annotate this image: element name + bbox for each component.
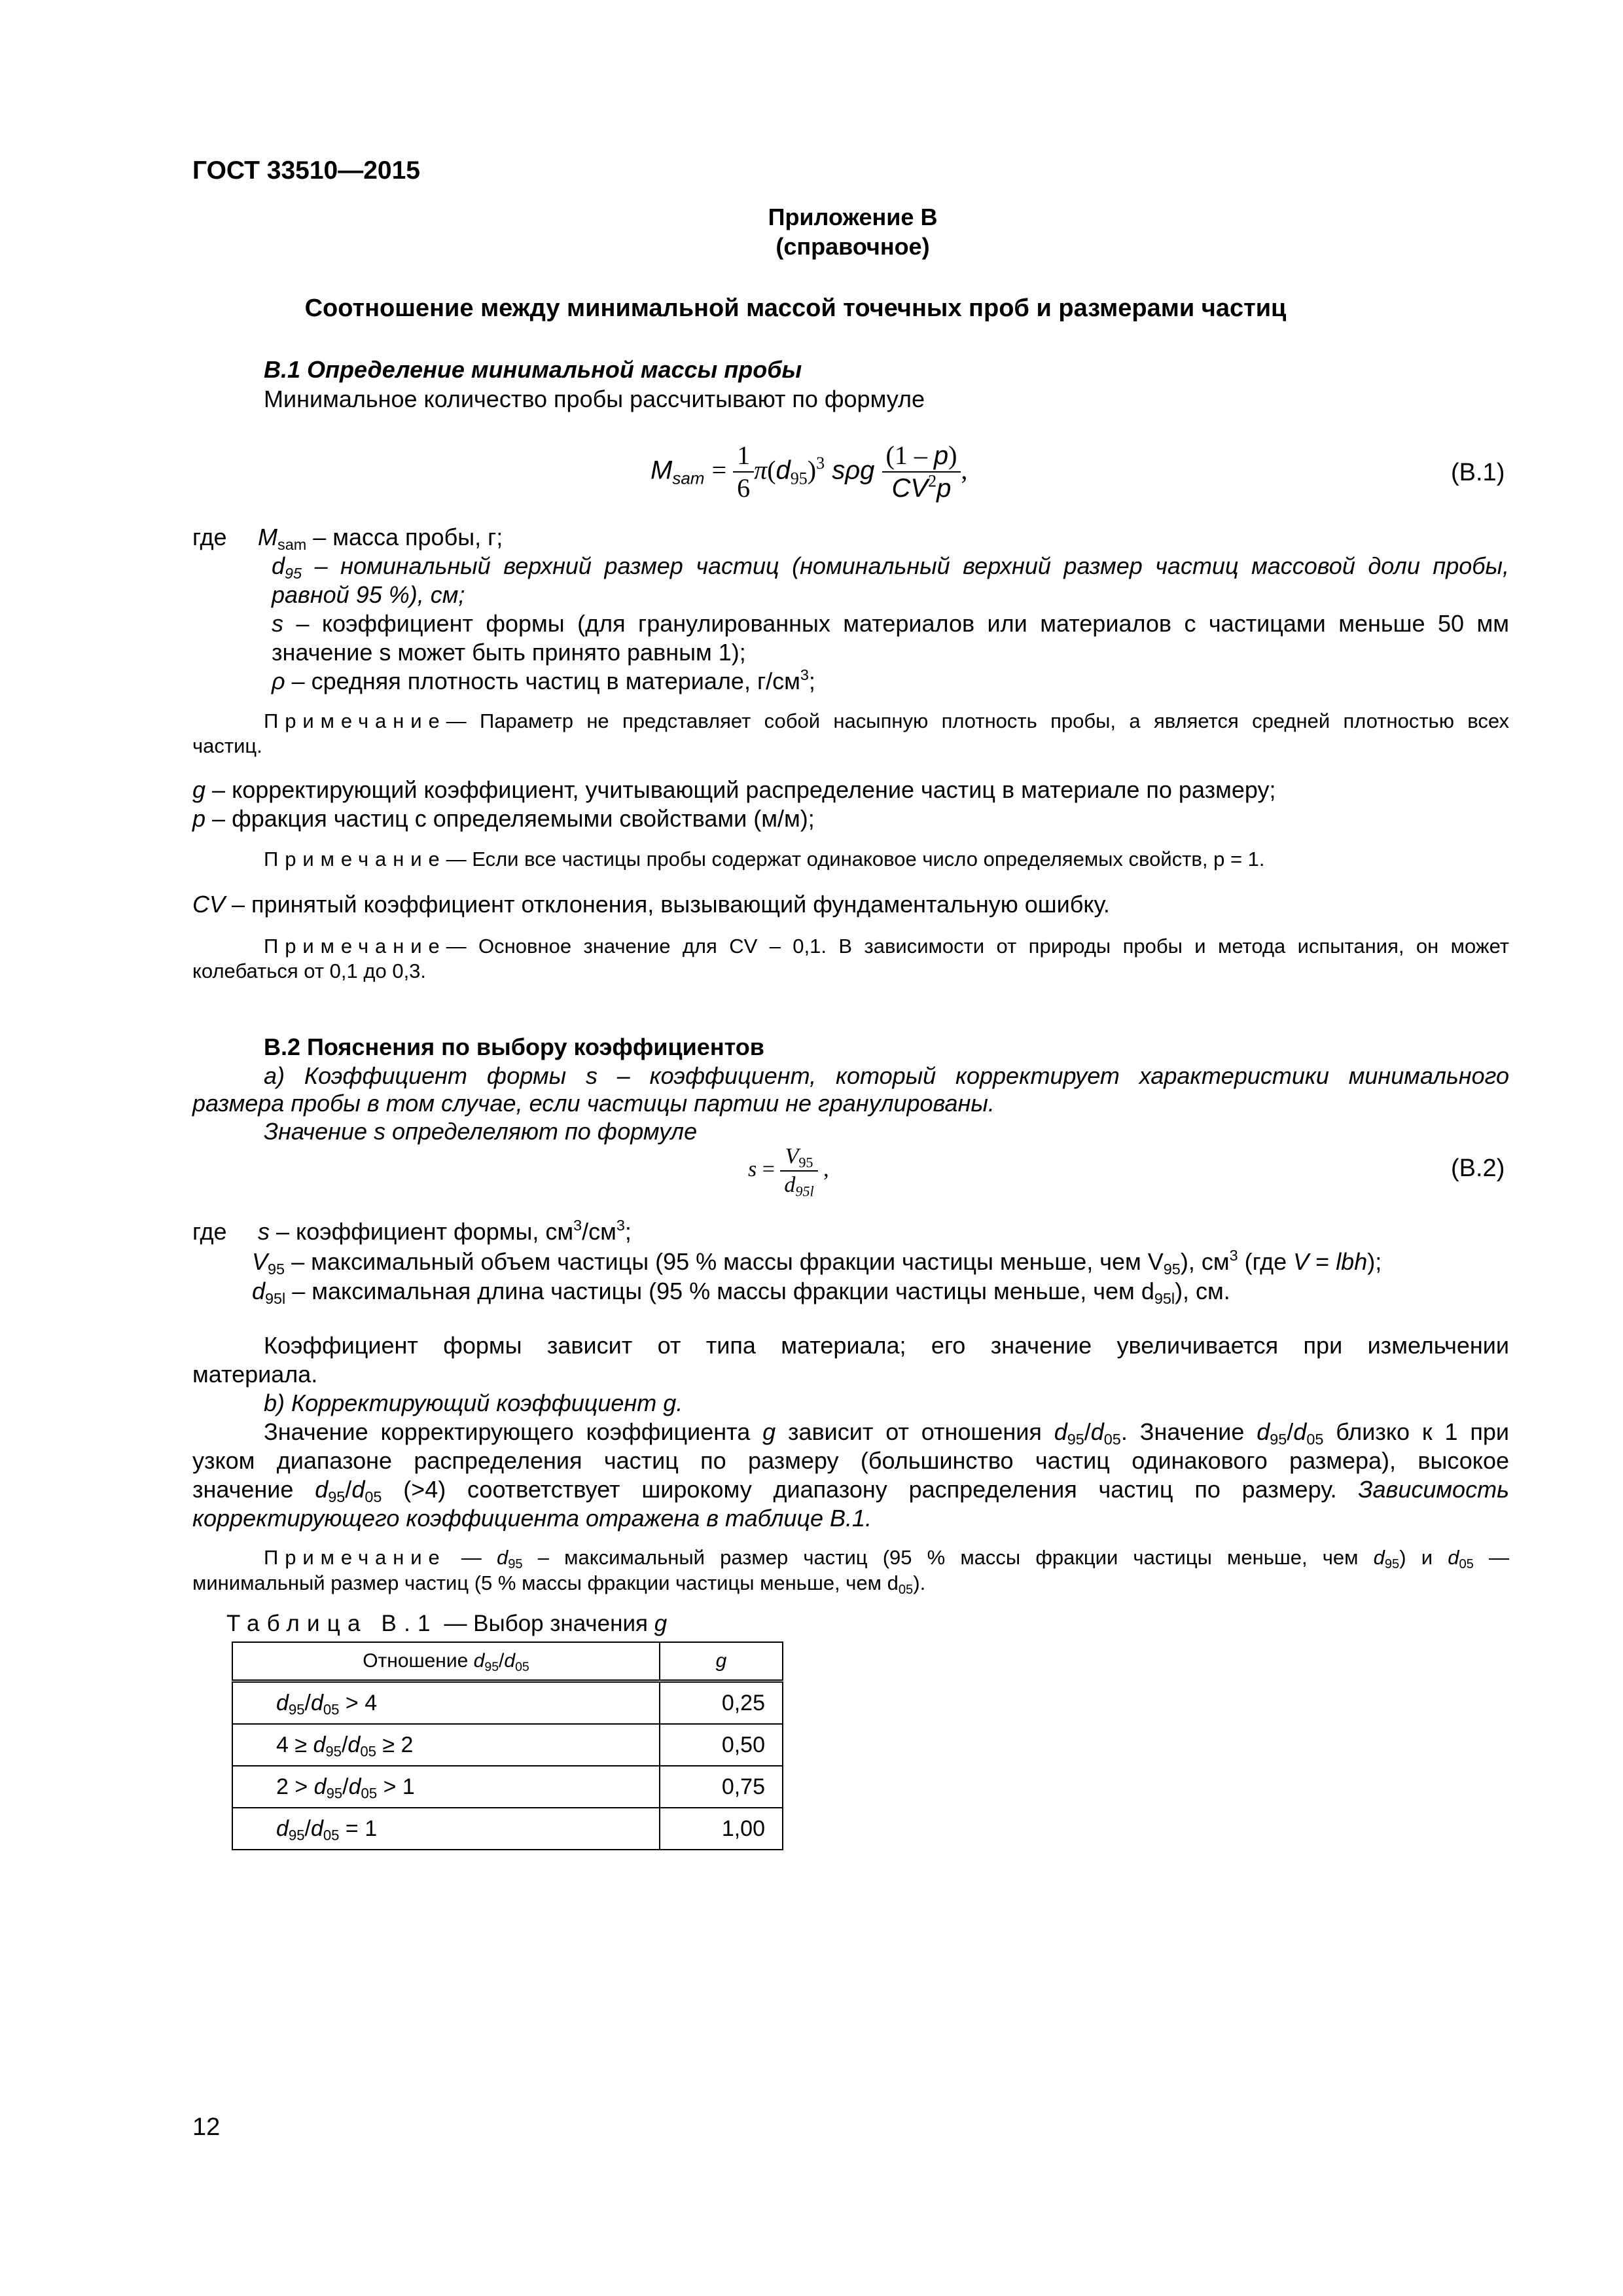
note-4: Примечание — $d_{95}$ – максимальный размер частиц (95 % массы фракции частицы меньше, чем $d_{95}$) и $d_{05}$ — <box>264 1546 1509 1572</box>
table-header-ratio: Отношение $d_{95}/d_{05}$ <box>232 1642 660 1681</box>
ratio-cell: $d_{95}/d_{05} > 4$ <box>232 1681 660 1725</box>
note-4-cont: минимальный размер частиц (5 % массы фракции частицы меньше, чем $d_{05}$). <box>192 1571 926 1598</box>
def-cv: CV – принятый коэффициент отклонения, вызывающий фундаментальную ошибку. <box>192 891 1110 918</box>
formula-b1: $M_{sam}$ = $\frac{1}{6}$ $\pi(d_{95})^3$ sρg $\frac{(1 - p)}{CV^2p}$ , <box>651 440 968 503</box>
g-value-cell: 1,00 <box>660 1808 783 1850</box>
section-b2-heading: В.2 Пояснения по выбору коэффициентов <box>264 1033 764 1060</box>
note-1-cont: частиц. <box>192 734 262 757</box>
note-2: Примечание— Если все частицы пробы содержат одинаковое число определяемых свойств, p = 1. <box>264 848 1265 870</box>
appendix-kind: (справочное) <box>776 233 930 260</box>
def-p: p – фракция частиц с определяемыми свойствами (м/м); <box>192 805 815 832</box>
p2-line2: узком диапазоне распределения частиц по размеру (большинство частиц одинакового размера), высокое <box>192 1447 1509 1474</box>
ratio-cell: $2 > d_{95}/d_{05} > 1$ <box>232 1766 660 1808</box>
formula-b1-number: (В.1) <box>1451 459 1505 486</box>
b-item: b) Корректирующий коэффициент g. <box>264 1390 683 1416</box>
def-s-cont: значение s может быть принято равным 1); <box>272 639 746 666</box>
formula-b2: s = $\frac{V_{95}}{d_{95l}}$ , <box>748 1144 829 1200</box>
table-caption: Таблица В.1 — Выбор значения g <box>226 1611 668 1636</box>
def-msam: $M_{sam}$ – масса пробы, г; <box>258 524 503 554</box>
b2-a-line1: а) Коэффициент формы s – коэффициент, который корректирует характеристики минимального <box>264 1062 1509 1089</box>
def-v95: $V_{95}$ – максимальный объем частицы (95 % массы фракции частицы меньше, чем $V_{95}$), $см^3$ (где V = lbh); <box>252 1246 1382 1278</box>
p1-line2: материала. <box>192 1361 318 1388</box>
p1-line1: Коэффициент формы зависит от типа материала; его значение увеличивается при измельчении <box>264 1332 1509 1359</box>
b1-intro: Минимальное количество пробы рассчитывают по формуле <box>264 386 925 412</box>
section-b1-heading: В.1 Определение минимальной массы пробы <box>264 356 802 383</box>
def-d95: $d_{95}$ – номинальный верхний размер частиц (номинальный верхний размер частиц массовой доли пробы, <box>272 552 1509 583</box>
standard-header: ГОСТ 33510—2015 <box>192 156 420 185</box>
g-value-cell: 0,50 <box>660 1724 783 1766</box>
note-3: Примечание— Основное значение для CV – 0,1. В зависимости от природы пробы и метода испытания, он может <box>264 935 1509 958</box>
formula-b2-number: (В.2) <box>1451 1155 1505 1182</box>
def-d95l: $d_{95l}$ – максимальная длина частицы (95 % массы фракции частицы меньше, чем $d_{95l}$), см. <box>252 1278 1230 1308</box>
p2-line3: значение $d_{95}/d_{05}$ (>4) соответствует широкому диапазону распределения частиц по размеру. Зависимость <box>192 1476 1509 1506</box>
table-row <box>232 1766 783 1808</box>
table-row <box>232 1808 783 1850</box>
def-s: s – коэффициент формы (для гранулированных материалов или материалов с частицами меньше 50 мм <box>272 610 1509 637</box>
g-selection-table <box>232 1641 783 1850</box>
page-number: 12 <box>192 2113 221 2141</box>
where-label-2: где <box>192 1218 227 1245</box>
def-rho: ρ – средняя плотность частиц в материале, $г/см^3$; <box>272 666 815 694</box>
def-g: g – корректирующий коэффициент, учитывающий распределение частиц в материале по размеру; <box>192 776 1276 803</box>
g-value-cell: 0,75 <box>660 1766 783 1808</box>
b2-a-line3: Значение s определеляют по формуле <box>264 1118 698 1145</box>
table-row <box>232 1724 783 1766</box>
def-d95-cont: равной 95 %), см; <box>272 581 465 608</box>
ratio-cell: $4 \ge d_{95}/d_{05} \ge 2$ <box>232 1724 660 1766</box>
def-s-units: s – коэффициент формы, $см^3/см^3$; <box>258 1216 632 1245</box>
appendix-title: Соотношение между минимальной массой точечных проб и размерами частиц <box>304 295 1287 322</box>
p2-line1: Значение корректирующего коэффициента g зависит от отношения $d_{95}/d_{05}$. Значение $d_{95}/d_{05}$ близко к 1 при <box>264 1418 1510 1448</box>
appendix-label: Приложение В <box>768 204 938 230</box>
note-1: Примечание— Параметр не представляет собой насыпную плотность пробы, а является средней плотностью всех <box>264 709 1509 732</box>
note-3-cont: колебаться от 0,1 до 0,3. <box>192 960 427 982</box>
b2-a-line2: размера пробы в том случае, если частицы партии не гранулированы. <box>192 1090 995 1117</box>
table-row <box>232 1681 783 1725</box>
ratio-cell: $d_{95}/d_{05} = 1$ <box>232 1808 660 1850</box>
p2-line4: корректирующего коэффициента отражена в таблице В.1. <box>192 1505 872 1532</box>
table-header-row <box>232 1642 783 1681</box>
g-value-cell: 0,25 <box>660 1681 783 1725</box>
where-label: где <box>192 524 227 550</box>
table-header-g: g <box>660 1642 783 1681</box>
